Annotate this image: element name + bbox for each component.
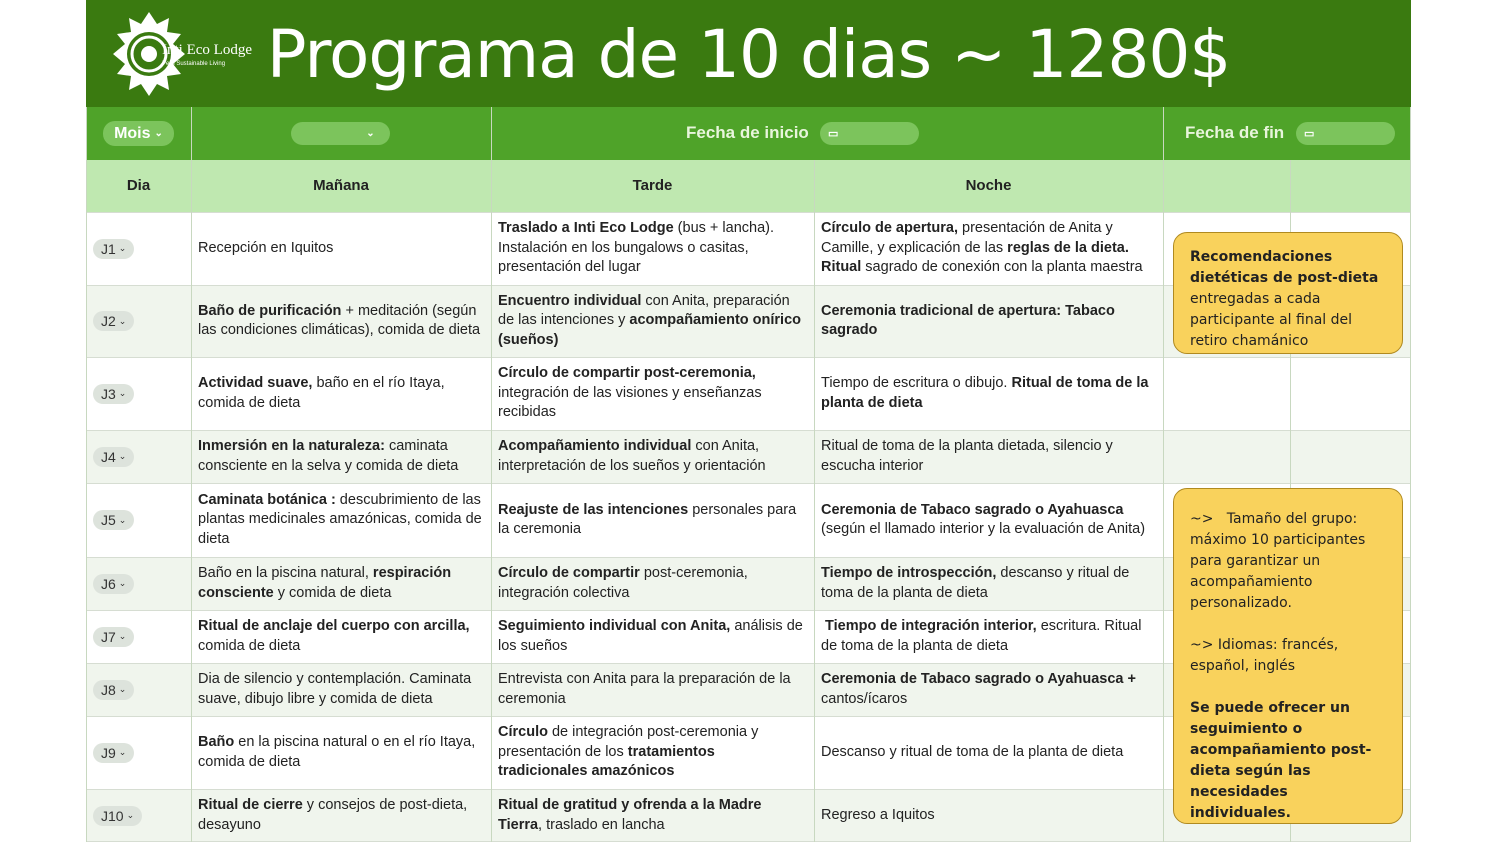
night-cell-text: Ceremonia de Tabaco sagrado o Ayahuasca (según el llamado interior y la evaluación de Anita) <box>821 501 1146 537</box>
afternoon-cell-text: Reajuste de las intenciones personales para la ceremonia <box>498 501 797 537</box>
night-cell-text: Círculo de apertura, presentación de Anita y Camille, y explicación de las reglas de la dieta. Ritual sagrado de conexión con la planta maestra <box>821 220 1143 276</box>
day-label: J2 <box>101 313 116 329</box>
header-banner <box>86 0 1411 107</box>
morning-cell <box>198 357 486 430</box>
column-header-row <box>86 160 1411 212</box>
day-select[interactable] <box>93 743 134 763</box>
chevron-down-icon: ⌄ <box>118 578 127 588</box>
chevron-down-icon: ⌄ <box>118 684 127 694</box>
day-select[interactable] <box>93 311 134 331</box>
night-cell-text: Ritual de toma de la planta dietada, silencio y escucha interior <box>821 438 1113 474</box>
end-date-field[interactable] <box>1296 122 1395 145</box>
night-cell <box>821 357 1159 430</box>
column-header-tarde: Tarde <box>632 177 673 194</box>
night-cell <box>821 663 1159 716</box>
day-label: J7 <box>101 628 116 645</box>
chevron-down-icon: ⌄ <box>118 451 127 461</box>
morning-cell <box>198 557 486 610</box>
post-diet-note <box>1173 232 1403 354</box>
morning-cell <box>198 789 486 842</box>
night-cell <box>821 483 1159 557</box>
afternoon-cell-text: Encuentro individual con Anita, preparación de las intenciones y acompañamiento onírico (sueños) <box>498 292 802 348</box>
afternoon-cell-text: Ritual de gratitud y ofrenda a la Madre Tierra, traslado en lancha <box>498 797 762 833</box>
night-cell-text: Ceremonia de Tabaco sagrado o Ayahuasca + cantos/ícaros <box>821 671 1136 707</box>
chevron-down-icon: ⌄ <box>118 388 127 398</box>
afternoon-cell-text: Círculo de integración post-ceremonia y presentación de los tratamientos tradicionales amazónicos <box>498 724 759 780</box>
blank-select[interactable] <box>291 122 390 145</box>
program-sheet <box>86 0 1411 842</box>
column-header-noche: Noche <box>965 177 1012 194</box>
afternoon-cell-text: Círculo de compartir post-ceremonia, integración colectiva <box>498 565 748 601</box>
morning-cell <box>198 285 486 357</box>
afternoon-cell-text: Entrevista con Anita para la preparación de la ceremonia <box>498 671 791 707</box>
start-date-label: Fecha de inicio <box>686 123 809 142</box>
afternoon-cell <box>498 357 808 430</box>
afternoon-cell <box>498 789 808 842</box>
afternoon-cell <box>498 716 808 789</box>
group-info-note-text: ~> Tamaño del grupo: máximo 10 participantes para garantizar un acompañamiento personalizado. ~> Idiomas: francés, español, inglés Se puede ofrecer un seguimiento o acompañamiento post-dieta según las necesidades individuales. <box>1190 511 1372 821</box>
day-label: J6 <box>101 575 116 592</box>
chevron-down-icon: ⌄ <box>366 128 375 139</box>
night-cell-text: Regreso a Iquitos <box>821 806 935 823</box>
page-title: Programa de 10 dias ~ 1280$ <box>266 16 1231 93</box>
day-label: J4 <box>101 448 116 465</box>
day-label: J5 <box>101 512 116 528</box>
morning-cell-text: Baño de purificación + meditación (según las condiciones climáticas), comida de dieta <box>198 302 481 338</box>
month-select-label: Mois <box>114 124 151 142</box>
day-label: J10 <box>101 807 124 824</box>
morning-cell <box>198 610 486 663</box>
afternoon-cell-text: Seguimiento individual con Anita, análisis de los sueños <box>498 618 803 654</box>
night-cell-text: Descanso y ritual de toma de la planta de dieta <box>821 743 1124 760</box>
morning-cell-text: Inmersión en la naturaleza: caminata consciente en la selva y comida de dieta <box>198 438 459 474</box>
afternoon-cell <box>498 663 808 716</box>
day-label: J8 <box>101 681 116 698</box>
night-cell-text: Ceremonia tradicional de apertura: Tabaco sagrado <box>821 302 1115 338</box>
day-select[interactable] <box>93 627 134 647</box>
afternoon-cell <box>498 557 808 610</box>
day-label: J3 <box>101 385 116 402</box>
morning-cell-text: Baño en la piscina natural o en el río Itaya, comida de dieta <box>198 734 476 770</box>
day-select[interactable] <box>93 510 134 530</box>
morning-cell-text: Baño en la piscina natural, respiración consciente y comida de dieta <box>198 565 452 601</box>
afternoon-cell-text: Acompañamiento individual con Anita, interpretación de los sueños y orientación <box>498 438 766 474</box>
calendar-icon: ▭ <box>1304 128 1315 140</box>
morning-cell <box>198 212 486 285</box>
end-date-label: Fecha de fin <box>1185 123 1285 142</box>
afternoon-cell <box>498 430 808 483</box>
start-date-field[interactable] <box>820 122 919 145</box>
night-cell <box>821 285 1159 357</box>
afternoon-cell <box>498 483 808 557</box>
svg-text:Inti Eco Lodge: Inti Eco Lodge <box>162 42 252 58</box>
night-cell <box>821 610 1159 663</box>
night-cell <box>821 430 1159 483</box>
morning-cell-text: Caminata botánica : descubrimiento de las plantas medicinales amazónicas, comida de dieta <box>198 491 482 547</box>
night-cell-text: Tiempo de integración interior, escritura. Ritual de toma de la planta de dieta <box>821 618 1142 654</box>
morning-cell-text: Ritual de anclaje del cuerpo con arcilla, comida de dieta <box>198 618 470 654</box>
post-diet-note-text: Recomendaciones dietéticas de post-dieta entregadas a cada participante al final del retiro chamánico <box>1190 249 1379 349</box>
afternoon-cell <box>498 212 808 285</box>
day-select[interactable] <box>93 239 134 259</box>
chevron-down-icon: ⌄ <box>118 747 127 757</box>
morning-cell-text: Dia de silencio y contemplación. Caminata suave, dibujo libre y comida de dieta <box>198 671 472 707</box>
afternoon-cell-text: Círculo de compartir post-ceremonia, integración de las visiones y enseñanzas recibidas <box>498 365 762 421</box>
chevron-down-icon: ⌄ <box>118 315 127 326</box>
morning-cell <box>198 716 486 789</box>
morning-cell <box>198 430 486 483</box>
day-select[interactable] <box>93 447 134 467</box>
day-select[interactable] <box>93 384 134 404</box>
afternoon-cell <box>498 285 808 357</box>
svg-text:Peru Sustainable Living: Peru Sustainable Living <box>162 61 226 67</box>
morning-cell-text: Actividad suave, baño en el río Itaya, comida de dieta <box>198 375 445 411</box>
month-select[interactable] <box>103 121 174 146</box>
morning-cell-text: Recepción en Iquitos <box>198 239 334 256</box>
calendar-icon: ▭ <box>828 128 839 140</box>
group-info-note <box>1173 488 1403 824</box>
day-label: J1 <box>101 240 116 257</box>
night-cell <box>821 557 1159 610</box>
night-cell-text: Tiempo de escritura o dibujo. Ritual de toma de la planta de dieta <box>821 375 1149 411</box>
column-header-manana: Mañana <box>313 177 369 194</box>
chevron-down-icon: ⌄ <box>118 631 127 641</box>
morning-cell-text: Ritual de cierre y consejos de post-dieta, desayuno <box>198 797 468 833</box>
chevron-down-icon: ⌄ <box>118 514 127 525</box>
chevron-down-icon: ⌄ <box>154 128 163 139</box>
table-row <box>86 430 1411 483</box>
afternoon-cell-text: Traslado a Inti Eco Lodge (bus + lancha). Instalación en los bungalows o casitas, presentación del lugar <box>498 220 775 276</box>
night-cell <box>821 789 1159 842</box>
chevron-down-icon: ⌄ <box>126 810 135 820</box>
day-label: J9 <box>101 744 116 761</box>
morning-cell <box>198 483 486 557</box>
day-select[interactable] <box>93 806 142 826</box>
afternoon-cell <box>498 610 808 663</box>
morning-cell <box>198 663 486 716</box>
control-row <box>86 107 1411 160</box>
night-cell <box>821 716 1159 789</box>
column-header-dia: Dia <box>126 177 151 194</box>
chevron-down-icon: ⌄ <box>118 243 127 253</box>
table-row <box>86 357 1411 430</box>
night-cell-text: Tiempo de introspección, descanso y ritual de toma de la planta de dieta <box>821 565 1130 601</box>
day-select[interactable] <box>93 680 134 700</box>
night-cell <box>821 212 1159 285</box>
day-select[interactable] <box>93 574 134 594</box>
